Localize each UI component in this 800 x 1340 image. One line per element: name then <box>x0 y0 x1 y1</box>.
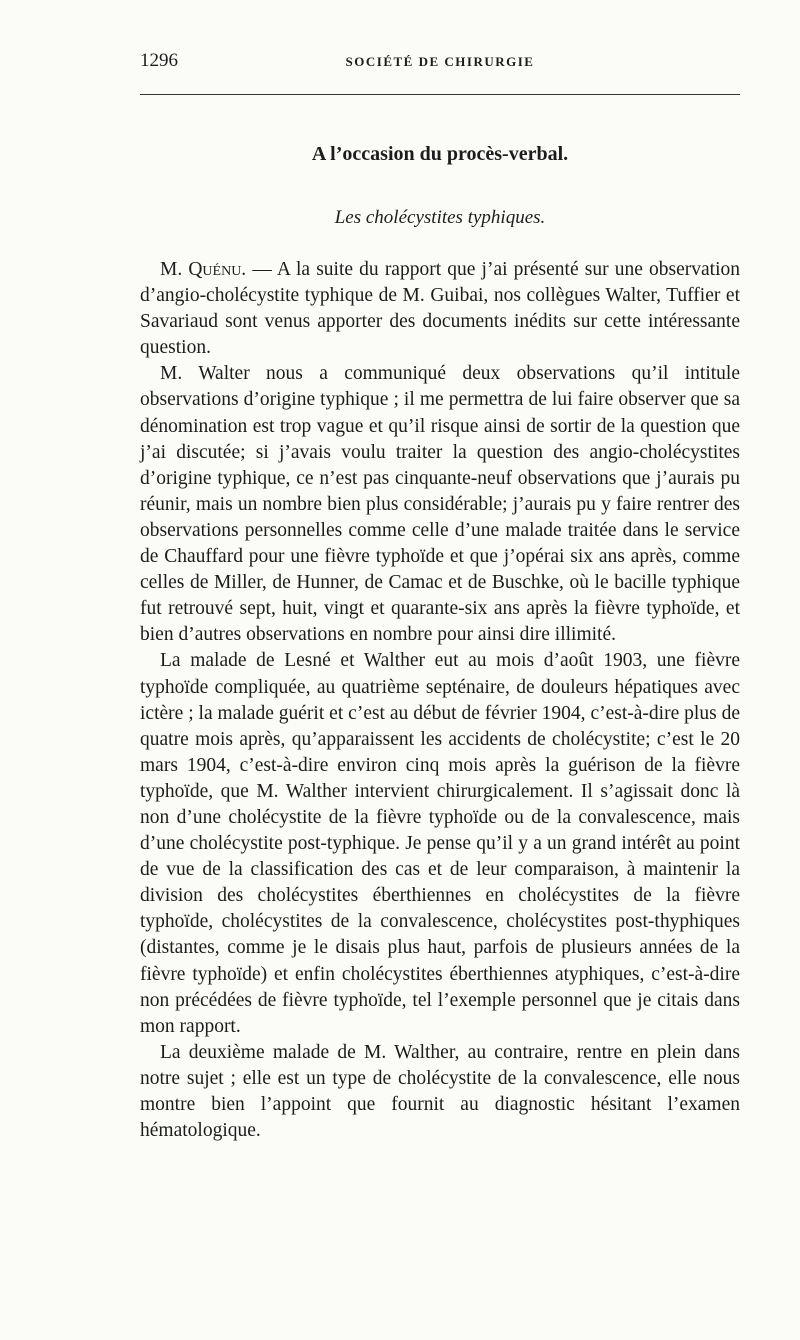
paragraph-1 <box>140 257 740 361</box>
header-rule <box>140 94 740 95</box>
section-title: A l’occasion du procès-verbal. <box>311 143 569 165</box>
page-number: 1296 <box>140 50 178 71</box>
running-head: SOCIÉTÉ DE CHIRURGIE <box>345 54 535 69</box>
paragraph-2: M. Walter nous a communiqué deux observations qu’il intitule observations d’origine typhique ; il me permettra de lui faire observer que sa dénomination est trop vague et qu’il risque ainsi de sortir de la question que j’ai discutée; si j’avais voulu traiter la question des angio-cholécystites d’origine typhique, ce n’est pas cinquante-neuf observations que j’aurais pu réunir, mais un nombre bien plus considérable; j’aurais pu y faire rentrer des observations personnelles comme celle d’une malade traitée dans le service de Chauffard pour une fièvre typhoïde et que j’opérai six ans après, comme celles de Miller, de Hunner, de Camac et de Buschke, où le bacille typhique fut retrouvé sept, huit, vingt et quarante-six ans après la fièvre typhoïde, et bien d’autres observations en nombre pour ainsi dire illimité. <box>140 363 740 646</box>
body-text <box>140 257 740 1144</box>
speaker-name: M. Quénu. <box>160 259 247 280</box>
paragraph-text: — A la suite du rapport que j’ai présenté sur une observation d’angio-cholécystite typhique de M. Guibai, nos collègues Walter, Tuffier et Savariaud sont venus apporter des documents inédits sur cette intéressante question. <box>140 259 740 359</box>
page-header <box>140 50 740 80</box>
paragraph-4: La deuxième malade de M. Walther, au contraire, rentre en plein dans notre sujet ; elle est un type de cholécystite de la convalescence, elle nous montre bien l’appoint que fournit au diagnostic hésitant l’examen hématologique. <box>140 1041 740 1142</box>
section-subtitle: Les cholécystites typhiques. <box>334 207 546 228</box>
paragraph-3: La malade de Lesné et Walther eut au mois d’août 1903, une fièvre typhoïde compliquée, au quatrième septénaire, de douleurs hépatiques avec ictère ; la malade guérit et c’est au début de février 1904, c’est-à-dire plus de quatre mois après, qu’apparaissent les accidents de cholécystite; c’est le 20 mars 1904, c’est-à-dire environ cinq mois après la guérison de la fièvre typhoïde, que M. Walther intervient chirurgicalement. Il s’agissait donc là non d’une cholécystite de la fièvre typhoïde ou de la convalescence, mais d’une cholécystite post-typhique. Je pense qu’il y a un grand intérêt au point de vue de la classification des cas et de leur comparaison, à maintenir la division des cholécystites éberthiennes en cholécystites de la fièvre typhoïde, cholécystites de la convalescence, cholécystites post-thyphiques (distantes, comme je le disais plus haut, parfois de plusieurs années de la fièvre typhoïde) et enfin cholécystites éberthiennes atyphiques, c’est-à-dire non précédées de fièvre typhoïde, tel l’exemple personnel que je citais dans mon rapport. <box>140 650 740 1037</box>
